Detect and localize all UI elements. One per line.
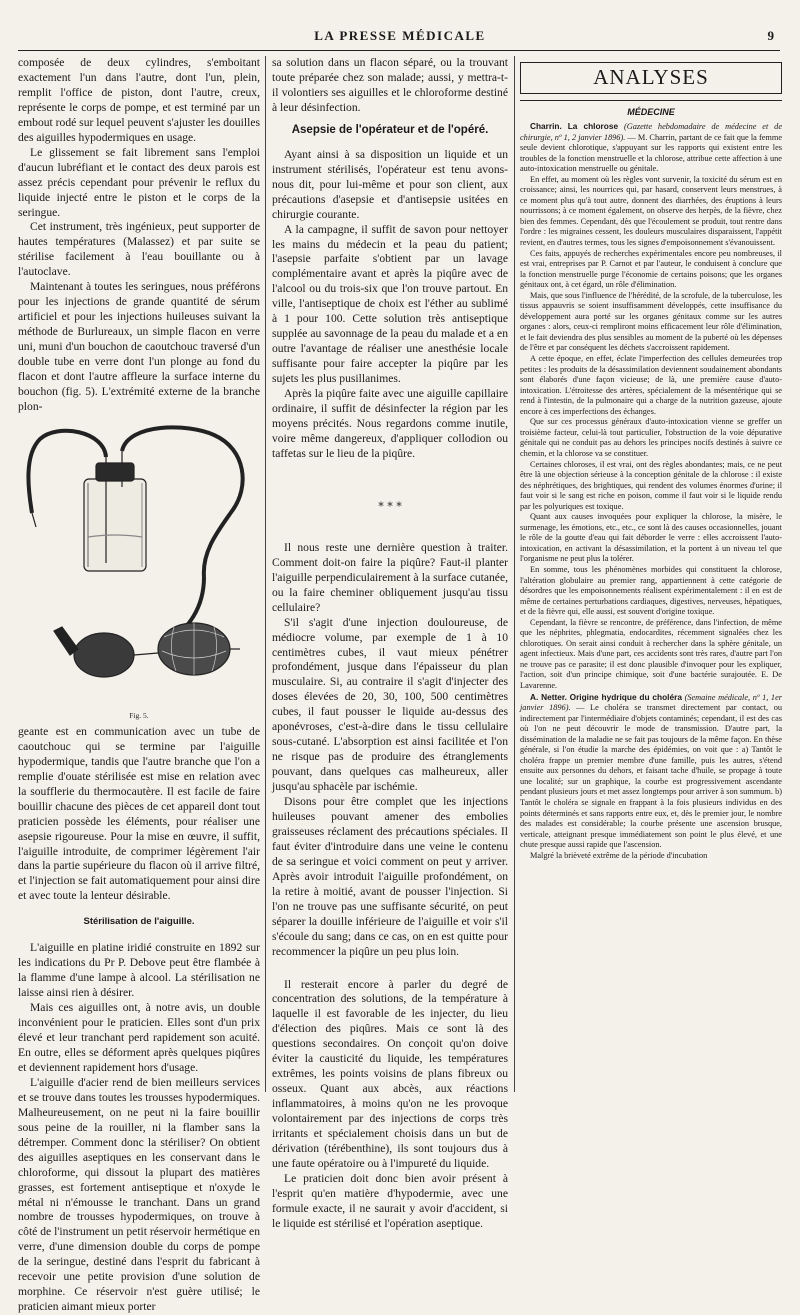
paragraph xyxy=(520,618,782,692)
paragraph: A la campagne, il suffit de savon pour nettoyer les mains du médecin et la peau du patient; l'asepsie parfaite s'obtient par un lavage complémentaire avant et après la piqûre avec de l'alcool ou du trois-six que l'on trouve partout. En ville, l'antiseptique de choix est l'éther au sublimé à 1 pour 100. Cette solution très antiseptique supplée au savonnage de la peau du malade et a en outre l'avantage de réaliser une anesthésie locale suffisante pour faire accepter la piqûre par les sujets les plus pusillanimes. xyxy=(272,222,508,386)
abstract-text: Cependant, la fièvre se rencontre, de préférence, dans l'infection, de même que les néphrites, phlegmatia, endocardites, récemment signalées chez les chlorotiques. On serait ainsi conduit à rechercher dans la sphère génitale, un agent infectieux. Mais d'une part, ces accidents sont très rares, d'autre part l'on ne trouve pas ce parasite; il est donc plausible d'invoquer pour les expliquer, l'action, soit d'un principe chimique, soit d'une bactérie surajoutée. xyxy=(520,617,782,680)
column-divider xyxy=(514,56,515,1092)
section-heading: Stérilisation de l'aiguille. xyxy=(83,916,195,928)
abstract-source: (Semaine médicale, nº 1, 1er janvier 1896). xyxy=(520,692,782,713)
column-middle xyxy=(272,56,508,1230)
paragraph: Après la piqûre faite avec une aiguille capillaire ordinaire, il suffit de désinfecter la région par les moyens précités. Nous regardons comme inutile, voire même dangereux, d'appliquer collodion ou taffetas sur le lieu de la piqûre. xyxy=(272,387,508,460)
running-header xyxy=(20,28,780,48)
paragraph: Ces faits, appuyés de recherches expérimentales encore peu nombreuses, il est vrai, entreprises par P. Carnot et par l'auteur, le conduisent à conclure que la fonction menstruelle purge l'économie de certains poisons; que les organes génitaux ont, à cet égard, un rôle d'élimination. xyxy=(520,248,782,290)
section-separator: * * * xyxy=(378,499,402,513)
figure-injection-apparatus xyxy=(18,417,260,725)
section-heading: Asepsie de l'opérateur et de l'opéré. xyxy=(291,123,489,136)
abstract-author: A. Netter. xyxy=(530,691,567,702)
analyses-heading: ANALYSES xyxy=(520,62,782,94)
paragraph: Il resterait encore à parler du degré de concentration des solutions, de la température à laquelle il est favorable de les injecter, du lieu d'élection des piqûres. Mais ce sont là des questions secondaires. On conçoit qu'on doive éviter la causticité du liquide, les températures extrêmes, les points voisins de plans fibreux ou osseux. Quant aux abcès, aux réactions inflammatoires, à moins qu'on ne les provoque volontairement par des injections de corps très irritants et spécialement choisis dans un but de dérivation (térébenthine), ils sont toujours dus à une faute opératoire ou à l'impureté du liquide. xyxy=(272,977,508,1170)
paragraph: Cet instrument, très ingénieux, peut supporter de hautes températures (Malassez) et par suite se stérilise facilement à l'eau bouillante ou à l'autoclave. xyxy=(18,220,260,279)
paragraph: Disons pour être complet que les injections huileuses pouvant amener des embolies graisseuses réclament des précautions spéciales. Il faut éviter d'introduire dans une veine le contenu de sa seringue et voici comment on peut y arriver. Après avoir introduit l'aiguille profondément, on la retire à moitié, avant de pousser l'injection. Si l'on ne trouve pas une suffisante sécurité, on peut séparer la douille inférieure de l'aiguille et voir s'il s'écoule du sang; dans ce cas, on en est quitte pour recommencer la piqûre un peu plus loin. xyxy=(272,795,508,958)
paragraph: Malgré la brièveté extrême de la période d'incubation xyxy=(530,850,708,860)
paragraph: En somme, tous les phénomènes morbides qui constituent la chlorose, l'altération globulaire au premier rang, appartiennent à cette catégorie de désordres que les empoisonnements réalisent expérimentalement : il en est de même de certaines perturbations cardiaques, digestives, nerveuses, hépatiques, et de la fièvre qui, elle aussi, est souvent d'origine toxique. xyxy=(520,564,782,617)
paragraph: composée de deux cylindres, s'emboitant exactement l'un dans l'autre, dont l'un, plein, remplit l'office de piston, dont l'autre, creux, représente le corps de pompe, et est terminé par un embout rodé sur lequel peuvent s'ajuster les douilles des aiguilles hypodermiques en usage. xyxy=(18,56,260,144)
journal-title: LA PRESSE MÉDICALE xyxy=(314,28,486,43)
abstract-title: La chlorose xyxy=(567,121,619,131)
abstract-paragraph xyxy=(520,121,782,175)
heading-rule xyxy=(520,100,782,101)
header-rule xyxy=(18,50,780,51)
paragraph: A cette époque, en effet, éclate l'imperfection des cellules demeurées trop petites : les produits de la désassimilation deviennent soudainement abondants sont élaborés d'une façon vicieuse; de là, une première cause d'auto-intoxication. L'étroitesse des artères, spécialement de la mésentérique qui se rend à l'intestin, de la pulmonaire qui a charge de la nutrition gazeuse, ajoute encore à ces imperfections des échanges. xyxy=(520,354,782,416)
rubric-heading: MÉDECINE xyxy=(627,107,675,117)
abstract-source: (Gazette hebdomadaire de médecine et de chirurgie, nº 1, 2 janvier 1896). xyxy=(520,122,782,142)
column-divider xyxy=(265,56,266,1092)
paragraph: Mais ces aiguilles ont, à notre avis, un double inconvénient pour le praticien. Elles sont d'un prix élevé et leur tranchant perd rapidement son acuité. En outre, elles se déforment après quelques piqûres et deviennent rapidement hors d'usage. xyxy=(18,1001,260,1074)
page-number: 9 xyxy=(767,28,774,43)
abstract-text: — Le choléra se transmet directement par contact, ou indirectement par l'intermédiaire d'objets contaminés; cependant, il est des cas où l'on ne peut découvrir le mode de transmission. D'autre part, la dissémination de la maladie ne se fait pas toujours de la même façon. En thèse générale, si l'on étudie la marche des épidémies, on voit que : a) Tantôt le choléra frappe un premier membre d'une famille, puis les autres, s'étend ensuite aux personnes du dehors, et faisant tache d'huile, se propage à toute une localité; sur un graphique, la courbe est progressivement ascendante pendant plusieurs jours et met assez longtemps pour arriver à son summum. b) Tantôt le choléra se signale en frappant à la fois plusieurs individus en des points déterminés et sans rapports entre eux, et, dès le premier jour, le nombre des malades est considérable; la courbe présente une ascension brusque, verticale, atteignant presque immédiatement son point le plus élevé, et une chute presque aussi rapide que l'ascension. xyxy=(520,703,782,850)
column-right xyxy=(520,56,782,1092)
paragraph: Mais, que sous l'influence de l'hérédité, de la scrofule, de la tuberculose, les tissus appauvris se soient insuffisamment développés, cette insuffisance du développement aura porté sur les organes génitaux comme sur les autres organes : alors, ceux-ci rempliront moins efficacement leur rôle d'élimination, et le fait deviendra des plus sensibles au moment de la puberté où les dépenses de l'être et par conséquent les déchets s'accroissent rapidement. xyxy=(520,290,782,353)
abstract-author: Charrin. xyxy=(530,121,562,131)
figure-caption: Fig. 5. xyxy=(129,710,149,720)
paragraph: S'il s'agit d'une injection douloureuse, de médiocre volume, par exemple de 1 à 10 centimètres cubes, il vaut mieux pénétrer profondément, jusque dans l'épaisseur du plan musculaire. Si, au contraire il s'agit d'injecter des doses élevées de 20, 30, 100, 500 centimètres cubes, il faut pousser le liquide au-dessus des aponévroses, c'est-à-dire dans le tissu cellulaire sous-cutané. L'absorption est ainsi facilitée et l'on ne risque pas de produire des étranglements pouvant, dans quelques cas malheureux, aller jusqu'au sphacèle par ischémie. xyxy=(272,615,508,794)
paragraph: Le glissement se fait librement sans l'emploi d'aucun lubréfiant et le contact des deux parois est assez précis cependant pour prévenir le reflux du liquide injecté entre le piston et le corps de la seringue. xyxy=(18,145,260,219)
apparatus-illustration xyxy=(18,417,260,717)
paragraph: geante est en communication avec un tube de caoutchouc qui se termine par l'aiguille hypodermique, tandis que l'autre branche que l'on a remplie d'ouate stérilisée est mise en relation avec la soufflerie du thermocautère. Il est facile de faire bouillir chacune des pièces de cet appareil dont tout praticien possède les éléments, pour réaliser une asepsie rigoureuse. Pour la mise en œuvre, il suffit, l'aiguille introduite, de comprimer légèrement l'air dans la partie supérieure du flacon où il arrive filtré, et l'injection se fait automatiquement pour ainsi dire et avec toute la lenteur désirable. xyxy=(18,724,260,903)
column-left xyxy=(18,56,260,1314)
paragraph: sa solution dans un flacon séparé, ou la trouvant toute préparée chez son malade; aussi, y mettra-t-il volontiers ses aiguilles et le chloroforme destiné à leur désinfection. xyxy=(272,56,508,114)
paragraph: Il nous reste une dernière question à traiter. Comment doit-on faire la piqûre? Faut-il planter l'aiguille perpendiculairement à la surface cutanée, ou la faire cheminer obliquement jusqu'au tissu cellulaire? xyxy=(272,540,508,614)
paragraph: Que sur ces processus généraux d'auto-intoxication vienne se greffer un troisième facteur, celui-là tout particulier, l'obstruction de la voie dépurative génitale qui ne conduit pas au dehors les principes nocifs destinés à suivre ce chemin, et la chlorose va se constituer. xyxy=(520,417,782,458)
abstract-text: — M. Charrin, partant de ce fait que la femme seule devient chlorotique, s'appuyant sur les rapports qui existent entre les troubles de la fonction menstruelle et la chlorose, attribue cette affection à une auto-intoxication menstruelle ou génitale. xyxy=(520,132,782,174)
paragraph: Maintenant à toutes les seringues, nous préférons pour les injections de grande quantité de sérum artificiel et pour les injections huileuses suivant la méthode de Burlureaux, un simple flacon en verre uni, muni d'un bouchon de caoutchouc traversé d'un double tube en verre dont l'un plonge au fond du flacon et dont l'autre affleure la surface interne du bouchon (fig. 5). L'extrémité externe de la branche plon- xyxy=(18,280,260,413)
paragraph: L'aiguille en platine iridié construite en 1892 sur les indications du Pr P. Debove peut être flambée à la flamme d'une lampe à alcool. La stérilisation ne laisse ainsi rien à désirer. xyxy=(18,941,260,1000)
spacer xyxy=(272,960,508,978)
signature: E. De Lavarenne. xyxy=(520,670,782,690)
paragraph: L'aiguille d'acier rend de bien meilleurs services et se trouve dans toutes les trousses hypodermiques. Malheureusement, on ne peut ni la faire bouillir sous peine de la rouiller, ni la flamber sans la détremper. Comment donc la stériliser? On obtient des aiguilles aseptiques en les conservant dans le chloroforme, qui dissout la plupart des matières grasses, est fortement antiseptique et n'oxyde le métal ni n'émousse le tranchant. Dans un grand nombre de trousses hypodermiques, on trouve à côté de l'instrument un petit réservoir hermétique en verre, d'une dimension double du corps de pompe de la seringue, destiné dans l'esprit du fabricant à recevoir une petite provision d'une solution de morphine. Ce réservoir n'est guère utilisé; le praticien aimant mieux porter xyxy=(18,1075,260,1314)
paragraph: Quant aux causes invoquées pour expliquer la chlorose, la misère, le surmenage, les émotions, etc., etc., ce sont là des causes occasionnelles, jouant le rôle de la goutte d'eau qui fait déborder le verre : elles accroissent l'auto-intoxication, en activant la désassimilation, et la portent à un niveau tel que l'organisme ne peut plus la tolérer. xyxy=(520,512,782,564)
abstract-paragraph xyxy=(520,692,782,851)
paragraph: Ayant ainsi à sa disposition un liquide et un instrument stérilisés, l'opérateur est tenu avons-nous dit, pour lui-même et pour son client, aux précautions d'asepsie et d'antisepsie usitées en chirurgie courante. xyxy=(272,147,508,221)
abstract-title: Origine hydrique du choléra xyxy=(569,691,682,702)
paragraph: En effet, au moment où les règles vont survenir, la toxicité du sérum est en croissance; ainsi, les nourrices qui, par hasard, conservent leurs menstrues, à ce moment plus qu'à tout autre, donnent des diarrhées, des éruptions à leurs nourrissons; à ce moment également, on observe des herpès, de la fièvre, chez bien des femmes. Cependant, dès que l'écoulement se produit, tout rentre dans l'ordre : les migraines cessent, les douleurs musculaires disparaissent, l'appétit revient, en d'autres termes, tous les signes d'empoisonnement s'évanouissent. xyxy=(520,174,782,248)
paragraph: Certaines chloroses, il est vrai, ont des règles abondantes; mais, ce ne peut être là une objection sérieuse à la conception génitale de la chlorose : il existe des néphrétiques, des brightiques, qui rendent des volumes énormes d'urine; il faut voir si le sang est riche en poison, comme il faut voir si le liquide rendu par les polyuriques est toxique. xyxy=(520,459,782,511)
paragraph: Le praticien doit donc bien avoir présent à l'esprit qu'en matière d'hypodermie, avec une formule exacte, il ne saurait y avoir d'accident, si le liquide est stérilisé et l'opération aseptique. xyxy=(272,1171,508,1230)
